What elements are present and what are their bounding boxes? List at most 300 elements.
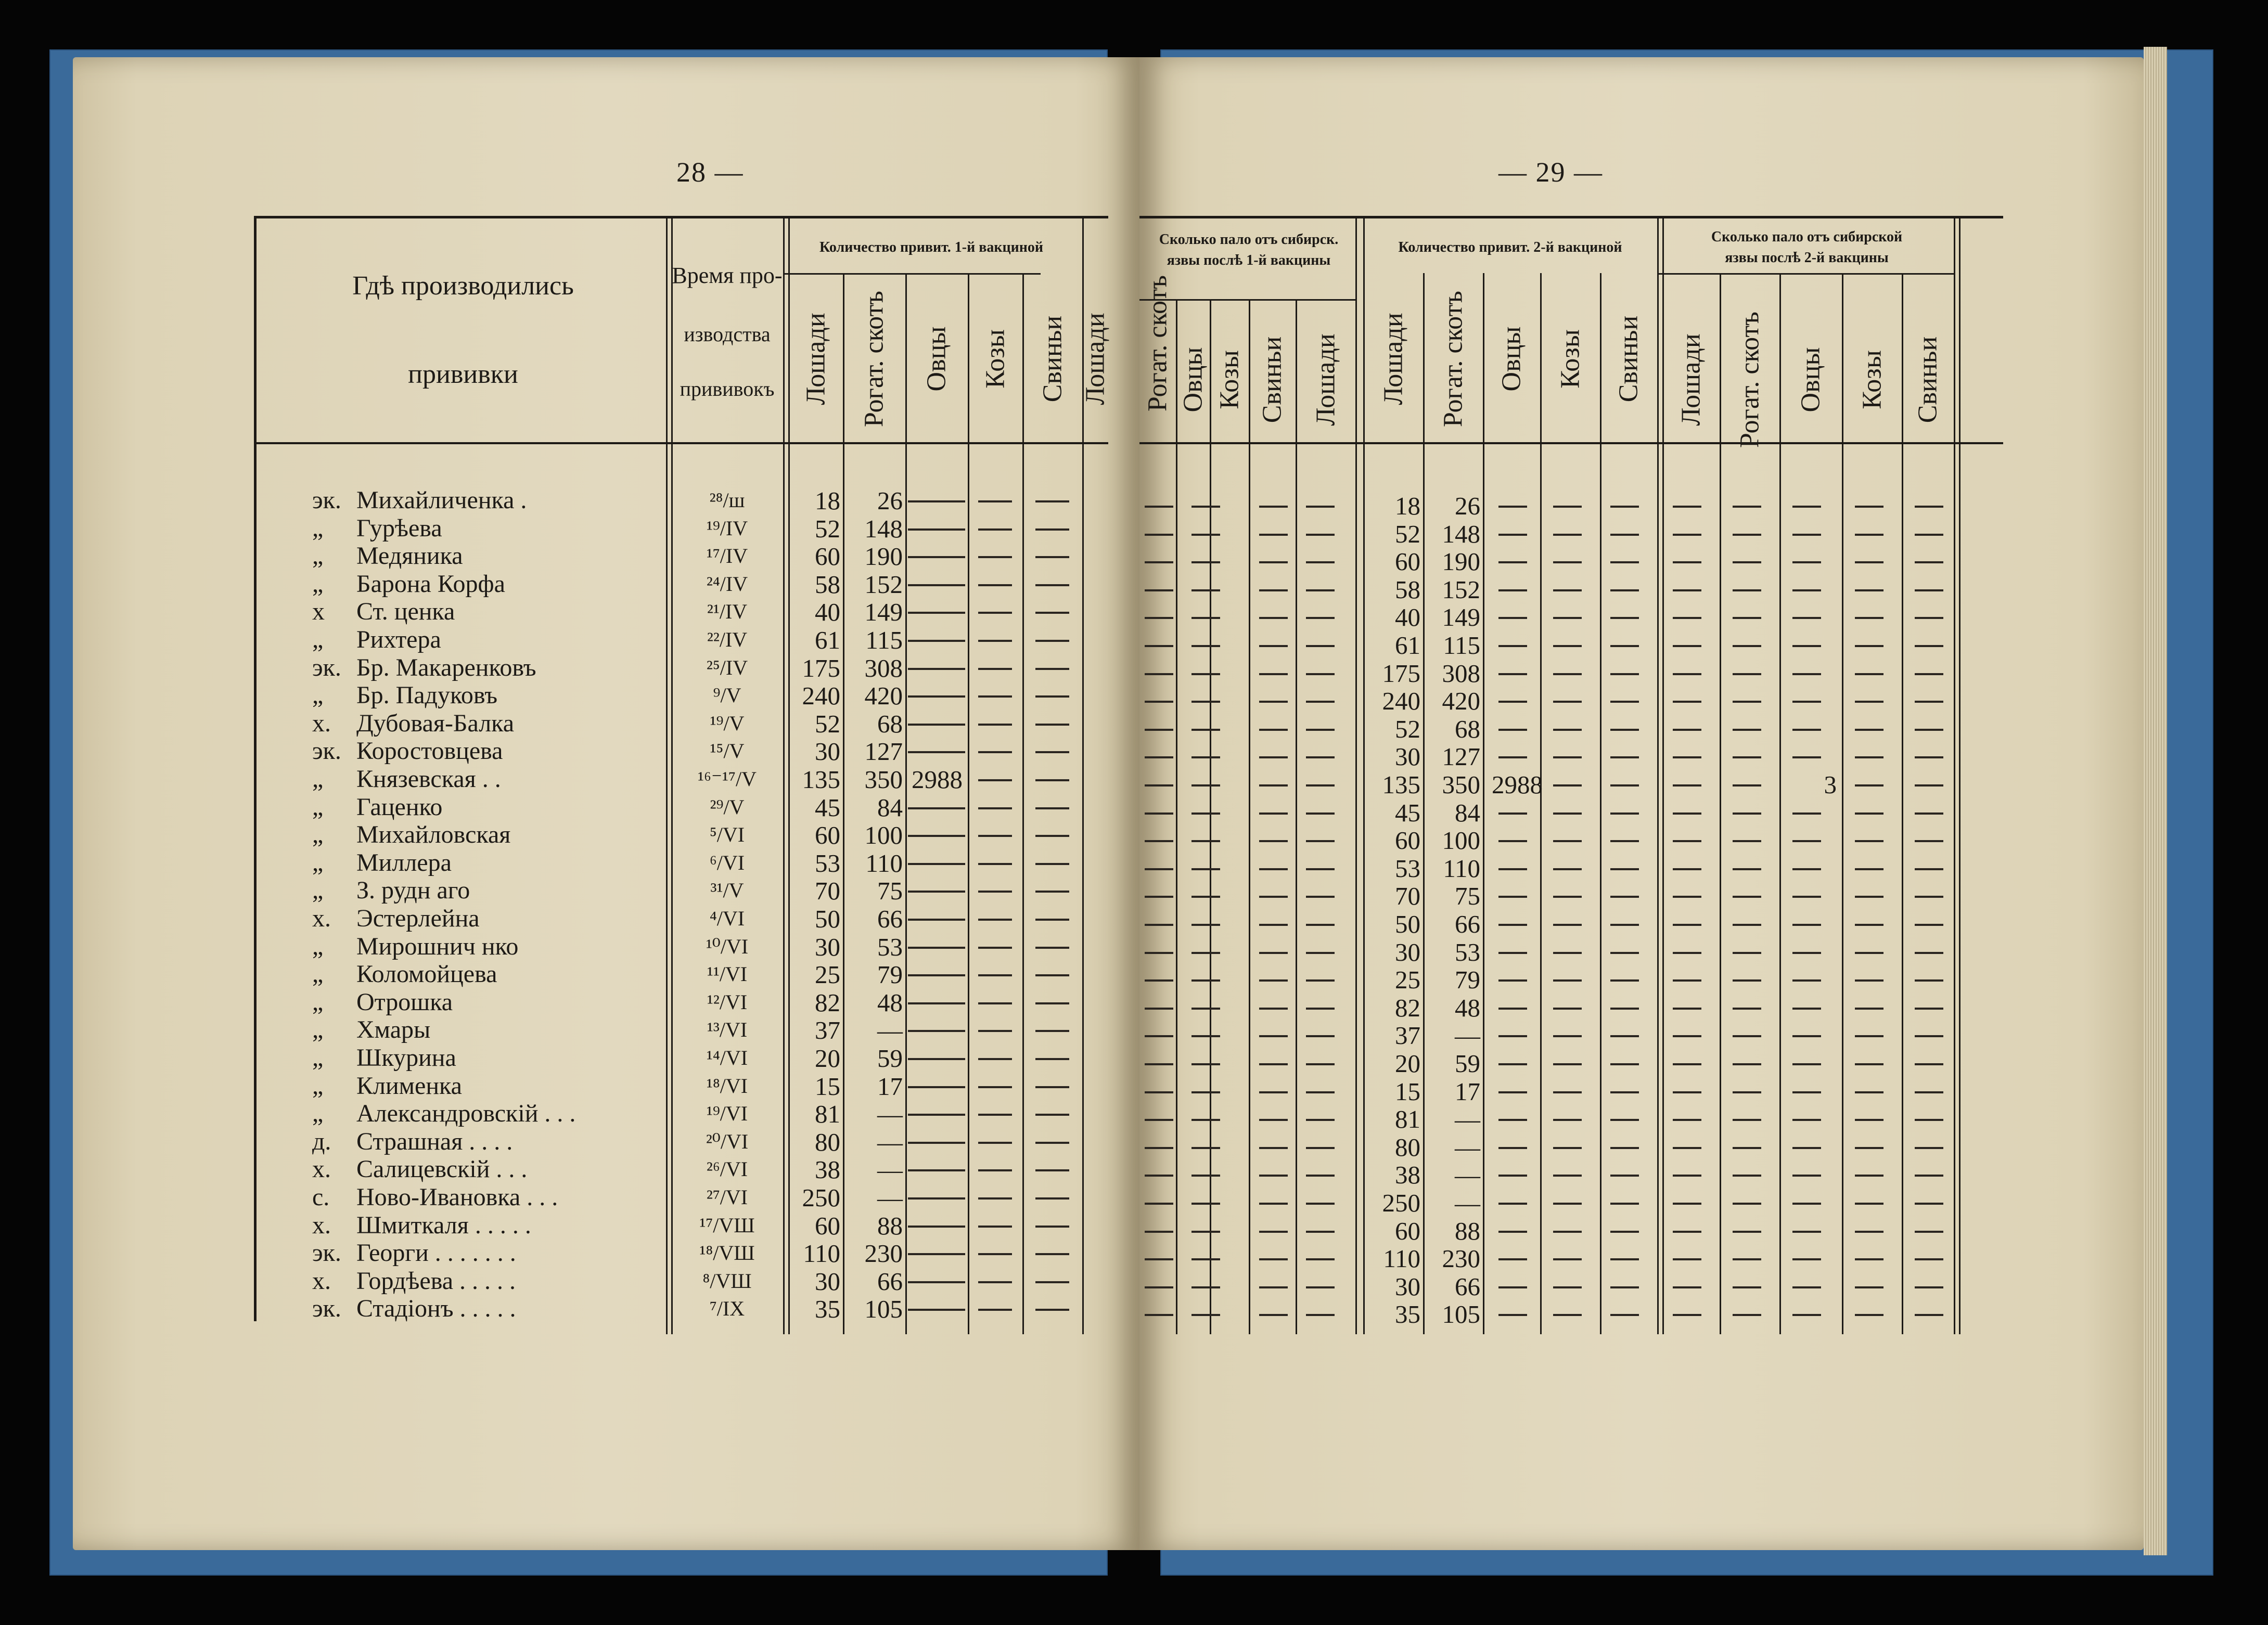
row-cattle: — — [877, 1016, 903, 1045]
column-rule — [1657, 216, 1659, 1334]
empty-cell-dash — [1035, 695, 1069, 698]
empty-cell-dash — [1259, 924, 1288, 926]
empty-cell-dash — [1035, 1281, 1069, 1283]
empty-cell-dash — [1145, 673, 1173, 675]
row-prefix: „ — [312, 821, 324, 849]
empty-cell-dash — [1610, 506, 1639, 508]
empty-cell-dash — [1553, 617, 1582, 619]
column-rule — [1662, 216, 1664, 1334]
empty-cell-dash — [1915, 1091, 1943, 1093]
empty-cell-dash — [1259, 506, 1288, 508]
empty-cell-dash — [978, 1142, 1012, 1144]
empty-cell-dash — [1259, 868, 1288, 870]
right-page-number: — 29 — — [1498, 157, 1603, 188]
empty-cell-dash — [1855, 534, 1883, 536]
empty-cell-dash — [1498, 756, 1527, 758]
empty-cell-dash — [1498, 1286, 1527, 1288]
row-horses: 60 — [815, 821, 840, 850]
row-place: Шмиткаля . . . . . — [356, 1211, 531, 1239]
empty-cell-dash — [1610, 645, 1639, 647]
empty-cell-dash — [1673, 979, 1701, 982]
row-place: Коломойцева — [356, 960, 497, 988]
header-col-3: Козы — [1555, 329, 1585, 389]
empty-cell-dash — [1673, 617, 1701, 619]
empty-cell-dash — [1145, 952, 1173, 954]
row-cattle2: 105 — [1442, 1300, 1480, 1329]
empty-cell-dash — [1733, 896, 1761, 898]
row-cattle: 26 — [877, 486, 903, 515]
empty-cell-dash — [1553, 1314, 1582, 1316]
empty-cell-dash — [1145, 840, 1173, 842]
empty-cell-dash — [1259, 1147, 1288, 1149]
empty-cell-dash — [1915, 1286, 1943, 1288]
empty-cell-dash — [1498, 1203, 1527, 1205]
empty-cell-dash — [1915, 952, 1943, 954]
empty-cell-dash — [1498, 1231, 1527, 1233]
empty-cell-dash — [1792, 952, 1821, 954]
empty-cell-dash — [908, 640, 965, 642]
empty-cell-dash — [1792, 589, 1821, 591]
empty-cell-dash — [1035, 1197, 1069, 1200]
row-horses2: 38 — [1395, 1160, 1420, 1190]
empty-cell-dash — [1610, 561, 1639, 563]
empty-cell-dash — [1553, 1203, 1582, 1205]
empty-cell-dash — [1792, 1286, 1821, 1288]
row-horses: 53 — [815, 848, 840, 878]
empty-cell-dash — [1855, 979, 1883, 982]
row-horses: 80 — [815, 1127, 840, 1156]
empty-cell-dash — [1035, 974, 1069, 976]
empty-cell-dash — [1792, 701, 1821, 703]
row-horses2: 45 — [1395, 798, 1420, 827]
row-date: ⁹/V — [713, 683, 741, 707]
header-col-5: Лошади — [1311, 333, 1340, 426]
row-place: Салицевскій . . . — [356, 1155, 528, 1183]
empty-cell-dash — [1915, 1008, 1943, 1010]
empty-cell-dash — [1673, 506, 1701, 508]
empty-cell-dash — [1259, 1119, 1288, 1121]
empty-cell-dash — [1035, 528, 1069, 531]
empty-cell-dash — [1855, 1314, 1883, 1316]
empty-cell-dash — [1673, 645, 1701, 647]
row-cattle2: 59 — [1455, 1049, 1480, 1078]
row-place: Ст. ценка — [356, 598, 455, 626]
empty-cell-dash — [1733, 979, 1761, 982]
empty-cell-dash — [1035, 1309, 1069, 1311]
empty-cell-dash — [1145, 812, 1173, 815]
empty-cell-dash — [1915, 1258, 1943, 1260]
row-cattle2: — — [1455, 1132, 1480, 1162]
empty-cell-dash — [1553, 979, 1582, 982]
empty-cell-dash — [1792, 617, 1821, 619]
empty-cell-dash — [1145, 506, 1173, 508]
empty-cell-dash — [1673, 1008, 1701, 1010]
empty-cell-dash — [1145, 979, 1173, 982]
row-cattle: 420 — [864, 681, 903, 711]
empty-cell-dash — [1610, 896, 1639, 898]
row-horses: 25 — [815, 960, 840, 989]
row-horses2: 250 — [1382, 1189, 1420, 1217]
row-prefix: х. — [312, 905, 331, 932]
empty-cell-dash — [978, 1002, 1012, 1004]
empty-cell-dash — [1035, 1142, 1069, 1144]
empty-cell-dash — [1855, 1119, 1883, 1121]
empty-cell-dash — [1191, 701, 1220, 703]
empty-cell-dash — [1733, 1008, 1761, 1010]
empty-cell-dash — [1673, 952, 1701, 954]
empty-cell-dash — [1145, 645, 1173, 647]
row-date: ⁸/VШ — [702, 1269, 752, 1293]
empty-cell-dash — [1498, 617, 1527, 619]
empty-cell-dash — [908, 500, 965, 502]
empty-cell-dash — [1145, 1258, 1173, 1260]
empty-cell-dash — [1610, 1119, 1639, 1121]
empty-cell-dash — [1915, 561, 1943, 563]
row-cattle2: — — [1455, 1189, 1480, 1217]
row-horses: 15 — [815, 1072, 840, 1101]
empty-cell-dash — [1673, 589, 1701, 591]
row-place: Отрошка — [356, 988, 453, 1016]
row-cattle2: 26 — [1455, 492, 1480, 520]
row-cattle2: 148 — [1442, 519, 1480, 548]
row-horses: 60 — [815, 542, 840, 571]
empty-cell-dash — [1733, 645, 1761, 647]
empty-cell-dash — [1733, 840, 1761, 842]
empty-cell-dash — [1306, 1175, 1335, 1177]
empty-cell-dash — [1498, 868, 1527, 870]
row-cattle2: 152 — [1442, 575, 1480, 604]
row-cattle2: 350 — [1442, 770, 1480, 799]
empty-cell-dash — [1610, 1286, 1639, 1288]
row-prefix: „ — [312, 1100, 324, 1128]
empty-cell-dash — [1145, 589, 1173, 591]
empty-cell-dash — [1306, 1091, 1335, 1093]
row-horses2: 175 — [1382, 659, 1420, 688]
empty-cell-dash — [1259, 1063, 1288, 1065]
row-prefix: х — [312, 598, 325, 626]
empty-cell-dash — [1733, 1119, 1761, 1121]
empty-cell-dash — [1553, 701, 1582, 703]
empty-cell-dash — [978, 695, 1012, 698]
row-date: ⁶/VI — [709, 850, 745, 874]
empty-cell-dash — [1306, 589, 1335, 591]
empty-cell-dash — [1145, 617, 1173, 619]
empty-cell-dash — [1145, 896, 1173, 898]
empty-cell-dash — [1306, 1203, 1335, 1205]
empty-cell-dash — [1306, 952, 1335, 954]
row-date: ²²/IV — [707, 628, 748, 651]
row-prefix: „ — [312, 681, 324, 710]
empty-cell-dash — [1553, 868, 1582, 870]
empty-cell-dash — [1553, 756, 1582, 758]
empty-cell-dash — [908, 528, 965, 531]
empty-cell-dash — [1259, 617, 1288, 619]
empty-cell-dash — [1553, 840, 1582, 842]
empty-cell-dash — [1673, 1258, 1701, 1260]
empty-cell-dash — [1553, 673, 1582, 675]
row-cattle2: 88 — [1455, 1216, 1480, 1245]
row-cattle2: 110 — [1443, 854, 1480, 883]
page-edges — [2144, 47, 2167, 1555]
empty-cell-dash — [1733, 952, 1761, 954]
row-cattle: 66 — [877, 905, 903, 933]
row-date: ¹⁸/VШ — [699, 1241, 755, 1265]
row-cattle2: 230 — [1442, 1244, 1480, 1273]
empty-cell-dash — [908, 1281, 965, 1283]
empty-cell-dash — [1306, 1147, 1335, 1149]
empty-cell-dash — [1035, 1253, 1069, 1255]
row-horses: 135 — [802, 765, 840, 794]
empty-cell-dash — [1733, 868, 1761, 870]
row-cattle2: 75 — [1455, 882, 1480, 911]
empty-cell-dash — [1855, 1203, 1883, 1205]
empty-cell-dash — [1673, 868, 1701, 870]
empty-cell-dash — [1035, 1058, 1069, 1060]
row-prefix: эк. — [312, 1295, 341, 1323]
empty-cell-dash — [1259, 589, 1288, 591]
empty-cell-dash — [1498, 979, 1527, 982]
empty-cell-dash — [1915, 1231, 1943, 1233]
header-col-0: Лошади — [801, 313, 830, 405]
empty-cell-dash — [978, 528, 1012, 531]
empty-cell-dash — [978, 891, 1012, 893]
row-cattle: 152 — [864, 570, 903, 599]
row-place: Стадіонъ . . . . . — [356, 1295, 516, 1323]
empty-cell-dash — [1855, 1035, 1883, 1037]
empty-cell-dash — [1733, 617, 1761, 619]
empty-cell-dash — [1306, 645, 1335, 647]
empty-cell-dash — [1306, 840, 1335, 842]
row-cattle: 79 — [877, 960, 903, 989]
empty-cell-dash — [1915, 506, 1943, 508]
row-cattle2: 53 — [1455, 937, 1480, 966]
header-col-3: Козы — [1857, 350, 1887, 409]
row-cattle: 68 — [877, 709, 903, 738]
header-place-top: Гдѣ производились — [352, 271, 574, 301]
empty-cell-dash — [1035, 584, 1069, 586]
column-rule — [968, 273, 969, 1334]
empty-cell-dash — [1673, 896, 1701, 898]
empty-cell-dash — [1733, 1231, 1761, 1233]
empty-cell-dash — [1553, 784, 1582, 786]
empty-cell-dash — [1855, 896, 1883, 898]
row-place: Георги . . . . . . . — [356, 1239, 516, 1267]
empty-cell-dash — [1915, 756, 1943, 758]
row-prefix: „ — [312, 514, 324, 542]
row-horses2: 60 — [1395, 826, 1420, 855]
empty-cell-dash — [978, 1253, 1012, 1255]
empty-cell-dash — [1855, 617, 1883, 619]
empty-cell-dash — [908, 556, 965, 558]
row-date: ⁵/VI — [709, 823, 745, 847]
row-horses: 30 — [815, 1267, 840, 1296]
right-top-rule — [1139, 216, 2003, 218]
empty-cell-dash — [908, 1309, 965, 1311]
row-prefix: „ — [312, 570, 324, 598]
empty-cell-dash — [1145, 701, 1173, 703]
empty-cell-dash — [1306, 506, 1335, 508]
empty-cell-dash — [1733, 1258, 1761, 1260]
empty-cell-dash — [1035, 1086, 1069, 1088]
header-col-1: Рогат. скотъ — [1735, 311, 1764, 448]
row-horses: 30 — [815, 737, 840, 766]
row-cattle: — — [877, 1127, 903, 1156]
row-horses: 61 — [815, 626, 840, 654]
empty-cell-dash — [1733, 1147, 1761, 1149]
empty-cell-dash — [1035, 724, 1069, 726]
empty-cell-dash — [978, 1058, 1012, 1060]
empty-cell-dash — [1733, 1203, 1761, 1205]
empty-cell-dash — [908, 1169, 965, 1171]
header-place-bot: прививки — [408, 359, 518, 389]
empty-cell-dash — [1915, 589, 1943, 591]
empty-cell-dash — [1191, 1258, 1220, 1260]
empty-cell-dash — [1498, 645, 1527, 647]
empty-cell-dash — [1855, 561, 1883, 563]
empty-cell-dash — [908, 947, 965, 949]
row-horses: 30 — [815, 932, 840, 961]
vacc1-group-rule — [783, 273, 1041, 275]
empty-cell-dash — [1553, 812, 1582, 815]
empty-cell-dash — [1498, 840, 1527, 842]
empty-cell-dash — [1191, 534, 1220, 536]
row-cattle: 17 — [877, 1072, 903, 1101]
row-horses2: 52 — [1395, 519, 1420, 548]
empty-cell-dash — [908, 807, 965, 809]
empty-cell-dash — [1259, 756, 1288, 758]
empty-cell-dash — [978, 584, 1012, 586]
empty-cell-dash — [1145, 1203, 1173, 1205]
empty-cell-dash — [1191, 1119, 1220, 1121]
row-horses2: 61 — [1395, 631, 1420, 660]
empty-cell-dash — [1259, 1008, 1288, 1010]
row-cattle2: 149 — [1442, 603, 1480, 632]
row-date: ¹⁵/V — [710, 739, 745, 763]
empty-cell-dash — [1035, 891, 1069, 893]
empty-cell-dash — [908, 751, 965, 753]
empty-cell-dash — [1610, 868, 1639, 870]
empty-cell-dash — [1915, 840, 1943, 842]
empty-cell-dash — [978, 919, 1012, 921]
row-prefix: „ — [312, 793, 324, 821]
empty-cell-dash — [1259, 812, 1288, 815]
empty-cell-dash — [1035, 863, 1069, 865]
empty-cell-dash — [1553, 1035, 1582, 1037]
column-rule — [1296, 299, 1297, 1334]
empty-cell-dash — [1191, 1314, 1220, 1316]
row-cattle: 88 — [877, 1211, 903, 1240]
row-date: ¹⁴/VI — [706, 1046, 748, 1069]
empty-cell-dash — [1733, 1286, 1761, 1288]
empty-cell-dash — [1035, 556, 1069, 558]
empty-cell-dash — [1673, 1314, 1701, 1316]
empty-cell-dash — [908, 1086, 965, 1088]
empty-cell-dash — [1306, 812, 1335, 815]
row-cattle2: 308 — [1442, 659, 1480, 688]
empty-cell-dash — [1610, 1231, 1639, 1233]
empty-cell-dash — [908, 1253, 965, 1255]
row-prefix: д. — [312, 1127, 331, 1155]
empty-cell-dash — [1610, 952, 1639, 954]
empty-cell-dash — [1855, 1147, 1883, 1149]
empty-cell-dash — [1792, 840, 1821, 842]
empty-cell-dash — [1610, 617, 1639, 619]
empty-cell-dash — [908, 891, 965, 893]
empty-cell-dash — [908, 1142, 965, 1144]
empty-cell-dash — [908, 863, 965, 865]
header-dead1-group-l2: язвы послѣ 1-й вакцины — [1167, 252, 1331, 268]
empty-cell-dash — [1191, 952, 1220, 954]
empty-cell-dash — [1259, 534, 1288, 536]
column-rule — [1842, 273, 1843, 1334]
empty-cell-dash — [1855, 729, 1883, 731]
row-sheep2: 2988 — [1492, 770, 1543, 799]
empty-cell-dash — [1915, 1119, 1943, 1121]
empty-cell-dash — [1259, 1286, 1288, 1288]
empty-cell-dash — [1191, 924, 1220, 926]
empty-cell-dash — [1855, 645, 1883, 647]
row-horses2: 60 — [1395, 547, 1420, 576]
empty-cell-dash — [1145, 1175, 1173, 1177]
empty-cell-dash — [1733, 729, 1761, 731]
empty-cell-dash — [1145, 756, 1173, 758]
empty-cell-dash — [1915, 784, 1943, 786]
empty-cell-dash — [1145, 1035, 1173, 1037]
row-horses2: 52 — [1395, 714, 1420, 743]
row-cattle: 308 — [864, 653, 903, 682]
row-place: Гурѣева — [356, 514, 442, 542]
empty-cell-dash — [1145, 1063, 1173, 1065]
empty-cell-dash — [1145, 1314, 1173, 1316]
empty-cell-dash — [1915, 924, 1943, 926]
empty-cell-dash — [1610, 1063, 1639, 1065]
empty-cell-dash — [1035, 835, 1069, 837]
empty-cell-dash — [1259, 701, 1288, 703]
row-cattle: 66 — [877, 1267, 903, 1296]
empty-cell-dash — [1733, 589, 1761, 591]
empty-cell-dash — [1610, 534, 1639, 536]
row-horses: 37 — [815, 1016, 840, 1045]
header-dead2-group-l2: язвы послѣ 2-й вакцины — [1725, 250, 1889, 266]
empty-cell-dash — [1498, 952, 1527, 954]
row-date: ¹⁹/VI — [706, 1102, 748, 1126]
empty-cell-dash — [1553, 1063, 1582, 1065]
empty-cell-dash — [1259, 673, 1288, 675]
empty-cell-dash — [1915, 868, 1943, 870]
empty-cell-dash — [1610, 701, 1639, 703]
empty-cell-dash — [1498, 534, 1527, 536]
empty-cell-dash — [1855, 1231, 1883, 1233]
empty-cell-dash — [1792, 534, 1821, 536]
empty-cell-dash — [1855, 812, 1883, 815]
empty-cell-dash — [1306, 1231, 1335, 1233]
empty-cell-dash — [1145, 1231, 1173, 1233]
empty-cell-dash — [1191, 840, 1220, 842]
empty-cell-dash — [1259, 561, 1288, 563]
row-horses2: 60 — [1395, 1216, 1420, 1245]
row-cattle2: 100 — [1442, 826, 1480, 855]
empty-cell-dash — [1792, 645, 1821, 647]
empty-cell-dash — [1191, 729, 1220, 731]
row-prefix: „ — [312, 1016, 324, 1044]
empty-cell-dash — [1792, 1314, 1821, 1316]
row-horses: 58 — [815, 570, 840, 599]
empty-cell-dash — [1673, 924, 1701, 926]
row-cattle2: 68 — [1455, 714, 1480, 743]
empty-cell-dash — [1306, 617, 1335, 619]
empty-cell-dash — [1733, 506, 1761, 508]
header-time-mid: изводства — [684, 323, 771, 346]
